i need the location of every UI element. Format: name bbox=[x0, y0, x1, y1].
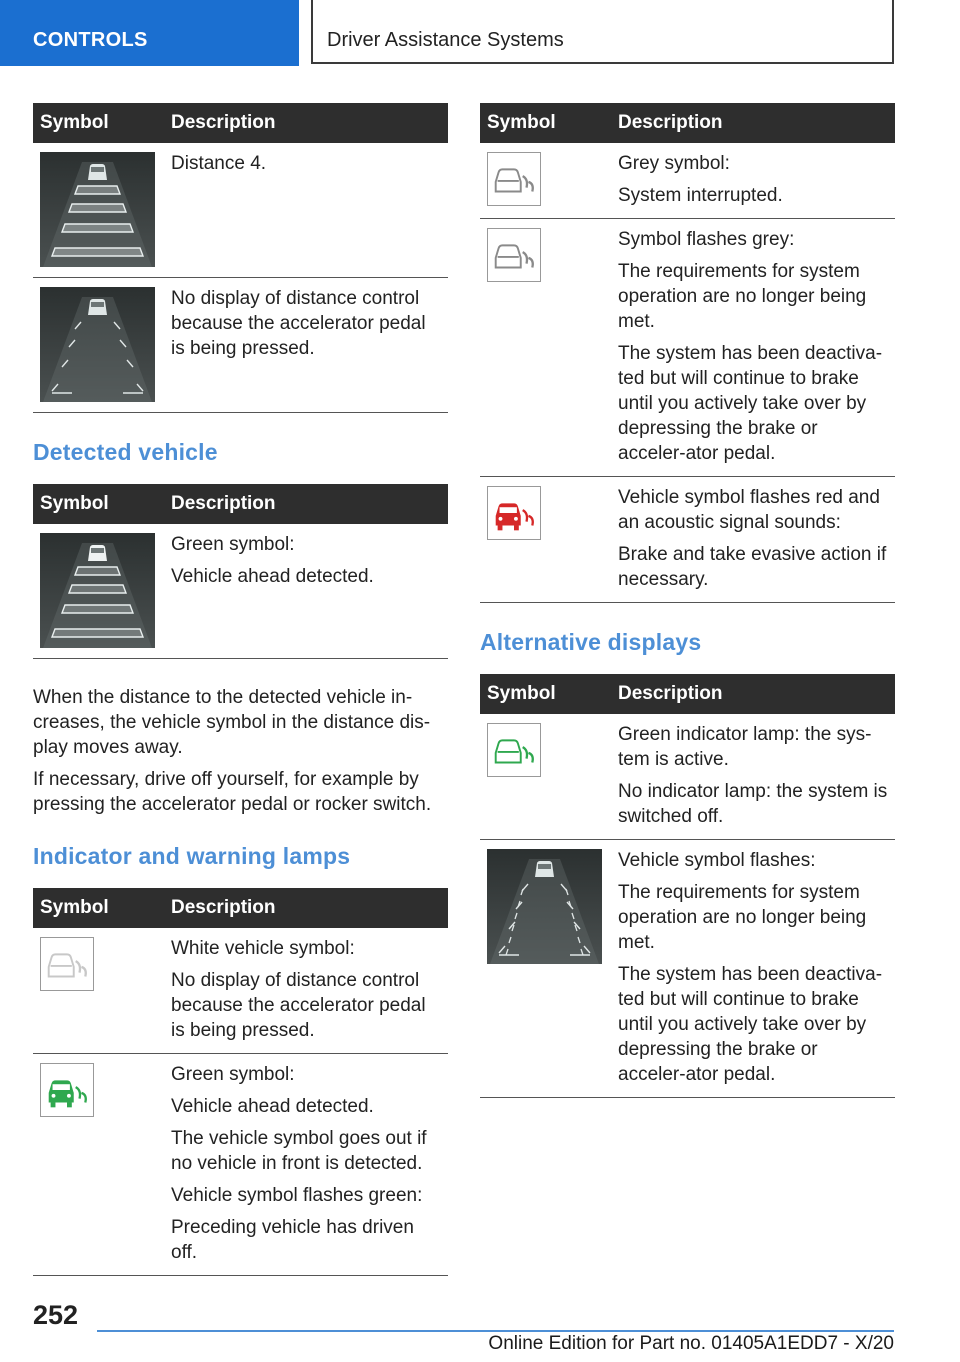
row-text: Distance 4. bbox=[171, 153, 267, 174]
lamps-table bbox=[33, 888, 448, 1276]
table-row bbox=[33, 1054, 448, 1276]
row-text: Vehicle symbol flashes red and an acoustic signal sounds: bbox=[618, 487, 880, 533]
white-vehicle-icon bbox=[40, 937, 164, 991]
vehicle-lamp-svg bbox=[487, 723, 541, 777]
row-text: The system has been deactiva-ted but will continue to brake until you actively take over by depressing the brake or acceler-ator pedal. bbox=[618, 964, 883, 1085]
section-title: CONTROLS bbox=[33, 29, 148, 51]
green-outline-vehicle-icon bbox=[487, 723, 611, 777]
grey-vehicle-flashing-icon bbox=[487, 228, 611, 282]
vehicle-lamp-svg bbox=[487, 486, 541, 540]
green-vehicle-icon bbox=[40, 1063, 164, 1117]
chapter-tab bbox=[311, 0, 894, 64]
row-text: Grey symbol: bbox=[618, 153, 730, 174]
table-row bbox=[480, 219, 895, 477]
flashing-vehicle-display-icon bbox=[487, 849, 611, 964]
row-text: Vehicle symbol flashes green: bbox=[171, 1185, 423, 1206]
distance-display-svg bbox=[40, 287, 155, 402]
distance-display-svg bbox=[40, 152, 155, 267]
table-row bbox=[33, 928, 448, 1054]
col-header-description: Description bbox=[164, 888, 448, 928]
detected-table bbox=[33, 484, 448, 659]
row-text: Green symbol: bbox=[171, 1064, 295, 1085]
vehicle-lamp-svg bbox=[487, 228, 541, 282]
col-header-symbol: Symbol bbox=[480, 674, 611, 714]
row-text: Brake and take evasive action if necessary. bbox=[618, 544, 887, 590]
row-text: White vehicle symbol: bbox=[171, 938, 355, 959]
distance-4-display-icon bbox=[40, 152, 164, 267]
body-paragraph: When the distance to the detected vehicle in-creases, the vehicle symbol in the distance dis-play moves away. bbox=[33, 687, 431, 758]
table-row bbox=[33, 524, 448, 659]
grey-vehicle-icon bbox=[487, 152, 611, 206]
row-text: The requirements for system operation are no longer being met. bbox=[618, 882, 867, 953]
distance-display-svg bbox=[487, 849, 602, 964]
row-text: Green indicator lamp: the sys-tem is active. bbox=[618, 724, 872, 770]
table-row bbox=[480, 714, 895, 840]
section-heading: Alternative displays bbox=[480, 629, 702, 655]
distance-display-svg bbox=[40, 533, 155, 648]
table-row bbox=[480, 143, 895, 219]
col-header-symbol: Symbol bbox=[480, 103, 611, 143]
table-row bbox=[33, 278, 448, 413]
row-text: No display of distance control because the accelerator pedal is being pressed. bbox=[171, 970, 426, 1041]
col-header-description: Description bbox=[164, 103, 448, 143]
red-vehicle-icon bbox=[487, 486, 611, 540]
row-text: Preceding vehicle has driven off. bbox=[171, 1217, 414, 1263]
section-tab bbox=[0, 0, 299, 66]
row-text: System interrupted. bbox=[618, 185, 783, 206]
row-text: The vehicle symbol goes out if no vehicle in front is detected. bbox=[171, 1128, 427, 1174]
row-text: Vehicle ahead detected. bbox=[171, 1096, 374, 1117]
page-number: 252 bbox=[33, 1300, 79, 1330]
vehicle-lamp-svg bbox=[40, 937, 94, 991]
col-header-symbol: Symbol bbox=[33, 484, 164, 524]
footer-divider bbox=[97, 1330, 894, 1332]
alternative-displays-table bbox=[480, 674, 895, 1098]
row-text: No display of distance control because the accelerator pedal is being pressed. bbox=[171, 288, 426, 359]
lamps-table-continued bbox=[480, 103, 895, 603]
row-text: Vehicle symbol flashes: bbox=[618, 850, 816, 871]
vehicle-lamp-svg bbox=[40, 1063, 94, 1117]
col-header-description: Description bbox=[611, 674, 895, 714]
row-text: Symbol flashes grey: bbox=[618, 229, 795, 250]
row-text: Green symbol: bbox=[171, 534, 295, 555]
row-text: No indicator lamp: the system is switched off. bbox=[618, 781, 888, 827]
left-column bbox=[33, 103, 448, 1276]
footer-edition: Online Edition for Part no. 01405A1EDD7 - X/20 bbox=[488, 1333, 894, 1354]
detected-vehicle-display-icon bbox=[40, 533, 164, 648]
row-text: Vehicle ahead detected. bbox=[171, 566, 374, 587]
distance-no-control-display-icon bbox=[40, 287, 164, 402]
col-header-symbol: Symbol bbox=[33, 103, 164, 143]
col-header-symbol: Symbol bbox=[33, 888, 164, 928]
right-column bbox=[480, 103, 895, 1098]
col-header-description: Description bbox=[164, 484, 448, 524]
row-text: The requirements for system operation are no longer being met. bbox=[618, 261, 867, 332]
distance-table bbox=[33, 103, 448, 413]
table-row bbox=[33, 143, 448, 278]
row-text: The system has been deactiva-ted but will continue to brake until you actively take over by depressing the brake or acceler-ator pedal. bbox=[618, 343, 883, 464]
chapter-title: Driver Assistance Systems bbox=[327, 29, 564, 51]
vehicle-lamp-svg bbox=[487, 152, 541, 206]
section-heading: Indicator and warning lamps bbox=[33, 843, 351, 869]
col-header-description: Description bbox=[611, 103, 895, 143]
body-paragraph: If necessary, drive off yourself, for example by pressing the accelerator pedal or rocker switch. bbox=[33, 769, 432, 815]
table-row bbox=[480, 840, 895, 1098]
table-row bbox=[480, 477, 895, 603]
section-heading: Detected vehicle bbox=[33, 439, 218, 465]
